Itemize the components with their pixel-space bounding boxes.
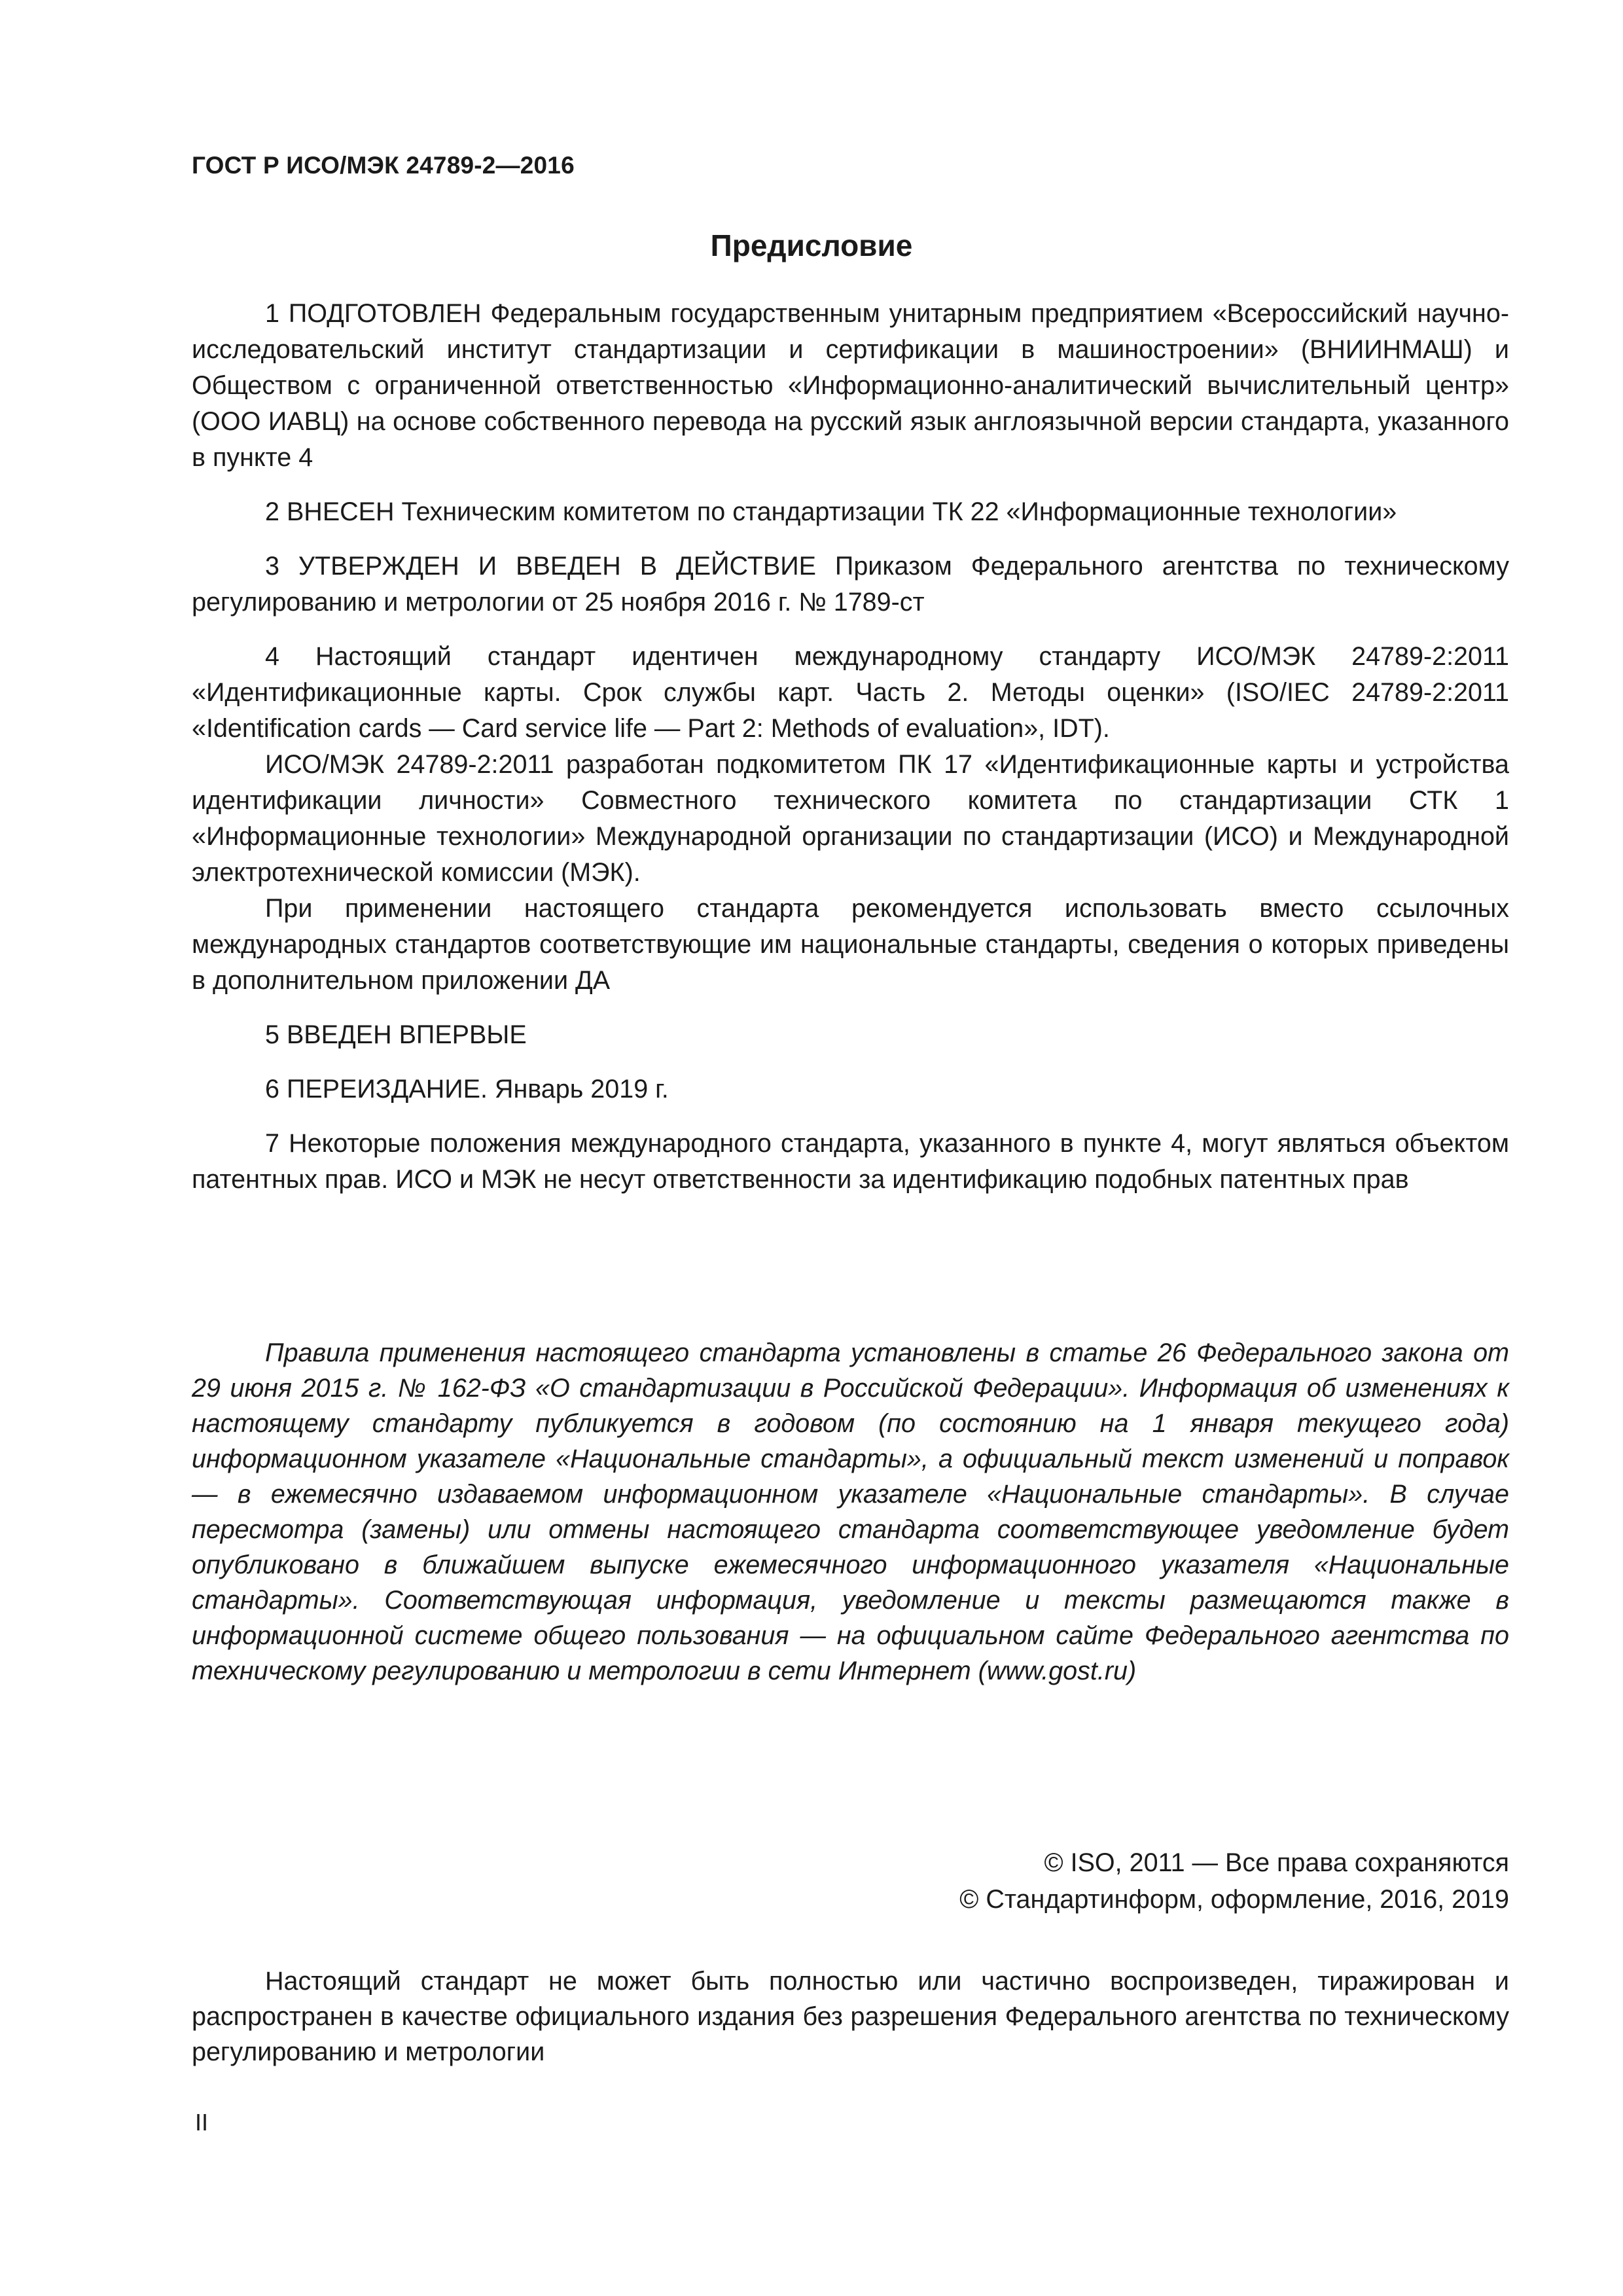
reproduction-text: Настоящий стандарт не может быть полностью или частично воспроизведен, тиражирован и распространен в качестве официального издания без разрешения Федерального агентства по техническому регулированию и метрологии xyxy=(192,1967,1509,2066)
page-number: II xyxy=(195,2109,209,2136)
foreword-item-4: 4 Настоящий стандарт идентичен международному стандарту ИСО/МЭК 24789-2:2011 «Идентификационные карты. Срок службы карт. Часть 2. Методы оценки» (ISO/IEC 24789-2:2011 «Identification cards — Card service life — Part 2: Methods of evaluation», IDT). xyxy=(192,642,1509,743)
foreword-item-6: 6 ПЕРЕИЗДАНИЕ. Январь 2019 г. xyxy=(265,1075,669,1103)
copyright-standartinform: © Стандартинформ, оформление, 2016, 2019 xyxy=(959,1885,1509,1914)
foreword-item-1: 1 ПОДГОТОВЛЕН Федеральным государственным унитарным предприятием «Всероссийский научно-исследовательский институт стандартизации и сертификации в машиностроении» (ВНИИНМАШ) и Обществом с ограниченной ответственностью «Информационно-аналитический вычислительный центр» (ООО ИАВЦ) на основе собственного перевода на русский язык англоязычной версии стандарта, указанного в пункте 4 xyxy=(192,299,1509,472)
foreword-item-7: 7 Некоторые положения международного стандарта, указанного в пункте 4, могут являться объектом патентных прав. ИСО и МЭК не несут ответственности за идентификацию подобных патентных прав xyxy=(192,1129,1509,1194)
copyright-iso: © ISO, 2011 — Все права сохраняются xyxy=(1044,1848,1509,1877)
foreword-item-4-developer: ИСО/МЭК 24789-2:2011 разработан подкомитетом ПК 17 «Идентификационные карты и устройства идентификации личности» Совместного технического комитета по стандартизации СТК 1 «Информационные технологии» Международной организации по стандартизации (ИСО) и Международной электротехнической комиссии (МЭК). xyxy=(192,750,1509,887)
standard-code-header: ГОСТ Р ИСО/МЭК 24789-2—2016 xyxy=(192,152,575,179)
copyright-block xyxy=(959,1844,1509,1918)
foreword-item-5: 5 ВВЕДЕН ВПЕРВЫЕ xyxy=(265,1020,527,1049)
foreword-body xyxy=(192,296,1509,1198)
page-title: Предисловие xyxy=(710,228,913,262)
application-rules-notice xyxy=(192,1335,1509,1689)
foreword-item-2: 2 ВНЕСЕН Техническим комитетом по стандартизации ТК 22 «Информационные технологии» xyxy=(265,497,1397,526)
notice-text: Правила применения настоящего стандарта установлены в статье 26 Федерального закона от 29 июня 2015 г. № 162-ФЗ «О стандартизации в Российской Федерации». Информация об изменениях к настоящему стандарту публикуется в годовом (по состоянию на 1 января текущего года) информационном указателе «Национальные стандарты», а официальный текст изменений и поправок — в ежемесячно издаваемом информационном указателе «Национальные стандарты». В случае пересмотра (замены) или отмены настоящего стандарта соответствующее уведомление будет опубликовано в ближайшем выпуске ежемесячного информационного указателя «Национальные стандарты». Соответствующая информация, уведомление и тексты размещаются также в информационной системе общего пользования — на официальном сайте Федерального агентства по техническому регулированию и метрологии в сети Интернет (www.gost.ru) xyxy=(192,1338,1509,1685)
foreword-item-3: 3 УТВЕРЖДЕН И ВВЕДЕН В ДЕЙСТВИЕ Приказом Федерального агентства по техническому регулированию и метрологии от 25 ноября 2016 г. № 1789-ст xyxy=(192,552,1509,617)
foreword-item-4-application: При применении настоящего стандарта рекомендуется использовать вместо ссылочных международных стандартов соответствующие им национальные стандарты, сведения о которых приведены в дополнительном приложении ДА xyxy=(192,894,1509,995)
reproduction-notice xyxy=(192,1964,1509,2070)
